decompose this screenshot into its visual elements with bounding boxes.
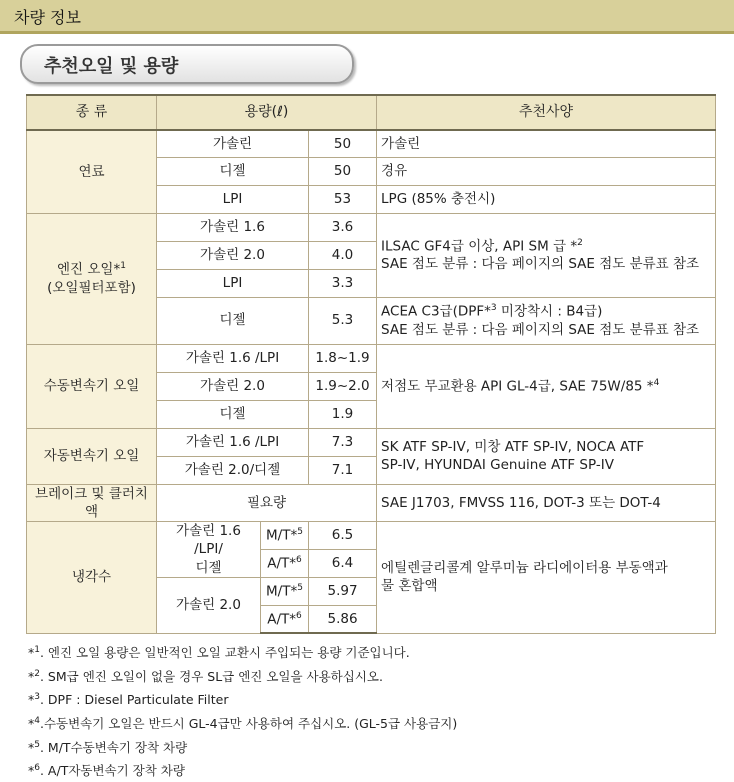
footnote-mark: * bbox=[28, 763, 35, 779]
manual-trans-label: 수동변속기 오일 bbox=[27, 344, 157, 428]
engine-type: 가솔린 1.6 /LPI bbox=[157, 344, 309, 372]
fuel-label: 연료 bbox=[27, 130, 157, 213]
capacity-value: 5.86 bbox=[309, 605, 377, 633]
capacity-value: 6.4 bbox=[309, 549, 377, 577]
auto-trans-spec bbox=[377, 428, 716, 484]
engine-type: LPI bbox=[157, 269, 309, 297]
capacity-value: 3.6 bbox=[309, 213, 377, 241]
spec-line: SP-IV, HYUNDAI Genuine ATF SP-IV bbox=[381, 457, 614, 473]
oil-capacity-table bbox=[26, 94, 716, 634]
footnote-number: 4 bbox=[34, 715, 40, 726]
table-row bbox=[27, 521, 716, 549]
spec-line: SAE 점도 분류 : 다음 페이지의 SAE 점도 분류표 참조 bbox=[381, 256, 700, 273]
header-spec: 추천사양 bbox=[377, 95, 716, 130]
spec-line: 물 혼합액 bbox=[381, 578, 438, 595]
table-row bbox=[27, 484, 716, 521]
header-kind: 종 류 bbox=[27, 95, 157, 130]
capacity-value: 1.8~1.9 bbox=[309, 344, 377, 372]
at-label: A/T* bbox=[267, 555, 297, 572]
engine-type: 가솔린 1.6 /LPI bbox=[157, 428, 309, 456]
mt-label: M/T* bbox=[266, 527, 298, 544]
section-header-bar bbox=[0, 0, 734, 34]
capacity-value: 6.5 bbox=[309, 521, 377, 549]
at-label: A/T* bbox=[267, 611, 297, 628]
table-row bbox=[27, 130, 716, 157]
engine-type: 가솔린 2.0 bbox=[157, 372, 309, 400]
capacity-value: 50 bbox=[309, 157, 377, 185]
spec-line: 미장착시 : B4급) bbox=[496, 303, 603, 320]
table-row bbox=[27, 344, 716, 372]
footnote bbox=[28, 664, 457, 688]
capacity-value: 1.9 bbox=[309, 400, 377, 428]
footnote-mark: 3 bbox=[490, 303, 497, 314]
spec-line: 저점도 무교환용 API GL-4급, SAE 75W/85 * bbox=[381, 378, 654, 395]
footnote-mark: 2 bbox=[577, 237, 583, 248]
engine-type: 디젤 bbox=[157, 297, 309, 344]
engine-oil-spec-gasoline bbox=[377, 213, 716, 297]
capacity-value: 53 bbox=[309, 185, 377, 213]
footnote-mark: 6 bbox=[296, 610, 302, 621]
engine-oil-label bbox=[27, 213, 157, 344]
footnote-mark: * bbox=[28, 668, 35, 684]
mt-label: M/T* bbox=[266, 583, 298, 600]
engine-type: 디젤 bbox=[157, 400, 309, 428]
at-cell bbox=[261, 605, 309, 633]
footnote bbox=[28, 758, 457, 782]
coolant-label: 냉각수 bbox=[27, 521, 157, 633]
table-header-row bbox=[27, 95, 716, 130]
engine-type: 가솔린 bbox=[157, 130, 309, 157]
spec-text: 가솔린 bbox=[377, 130, 716, 157]
page-title-pill bbox=[20, 44, 354, 84]
footnote-number: 2 bbox=[34, 668, 40, 679]
engine-type: LPI bbox=[157, 185, 309, 213]
mt-cell bbox=[261, 521, 309, 549]
table-row bbox=[27, 428, 716, 456]
footnote-mark: 4 bbox=[653, 377, 660, 388]
spec-line: ILSAC GF4급 이상, API SM 급 * bbox=[381, 238, 578, 255]
footnote-text: . M/T수동변속기 장착 차량 bbox=[39, 739, 188, 755]
spec-line: SAE 점도 분류 : 다음 페이지의 SAE 점도 분류표 참조 bbox=[381, 321, 700, 338]
brake-spec: SAE J1703, FMVSS 116, DOT-3 또는 DOT-4 bbox=[377, 484, 716, 521]
manual-trans-spec bbox=[377, 344, 716, 428]
footnote-mark: * bbox=[28, 739, 35, 755]
capacity-value: 7.3 bbox=[309, 428, 377, 456]
capacity-value: 5.3 bbox=[309, 297, 377, 344]
footnote-text: . 엔진 오일 용량은 일반적인 오일 교환시 주입되는 용량 기준입니다. bbox=[39, 645, 410, 661]
engine-type: 디젤 bbox=[195, 559, 222, 576]
engine-type: 가솔린 1.6 /LPI/ bbox=[176, 523, 241, 558]
brake-label: 브레이크 및 클러치 액 bbox=[27, 484, 157, 521]
footnote-text: . SM급 엔진 오일이 없을 경우 SL급 엔진 오일을 사용하십시오. bbox=[39, 668, 383, 684]
spec-line: SK ATF SP-IV, 미창 ATF SP-IV, NOCA ATF bbox=[381, 438, 645, 455]
section-title: 차량 정보 bbox=[14, 8, 81, 27]
footnote-mark: 6 bbox=[296, 555, 302, 566]
footnote-mark: * bbox=[28, 716, 35, 732]
spec-text: LPG (85% 충전시) bbox=[377, 185, 716, 213]
mt-cell bbox=[261, 577, 309, 605]
table-row bbox=[27, 213, 716, 241]
engine-oil-label-line2: (오일필터포함) bbox=[47, 279, 136, 296]
footnote bbox=[28, 711, 457, 735]
footnote bbox=[28, 640, 457, 664]
header-capacity: 용량(ℓ) bbox=[157, 95, 377, 130]
footnote-mark: 1 bbox=[120, 261, 126, 272]
footnote bbox=[28, 687, 457, 711]
engine-type: 가솔린 2.0/디젤 bbox=[157, 456, 309, 484]
auto-trans-label: 자동변속기 오일 bbox=[27, 428, 157, 484]
capacity-value: 1.9~2.0 bbox=[309, 372, 377, 400]
spec-text: 경유 bbox=[377, 157, 716, 185]
footnote-number: 3 bbox=[34, 692, 40, 703]
capacity-value: 3.3 bbox=[309, 269, 377, 297]
footnote-number: 1 bbox=[34, 645, 40, 655]
spec-line: 에틸렌글리콜계 알루미늄 라디에이터용 부동액과 bbox=[381, 560, 668, 577]
footnote-number: 5 bbox=[34, 739, 40, 750]
engine-type: 가솔린 1.6 bbox=[157, 213, 309, 241]
footnote-mark: * bbox=[28, 645, 35, 661]
engine-oil-spec-diesel bbox=[377, 297, 716, 344]
footnote-mark: 5 bbox=[297, 583, 303, 594]
capacity-value: 7.1 bbox=[309, 456, 377, 484]
engine-type: 디젤 bbox=[157, 157, 309, 185]
capacity-value: 5.97 bbox=[309, 577, 377, 605]
coolant-spec bbox=[377, 521, 716, 633]
brake-capacity: 필요량 bbox=[157, 484, 377, 521]
engine-type: 가솔린 2.0 bbox=[157, 241, 309, 269]
page-title: 추천오일 및 용량 bbox=[44, 56, 179, 77]
coolant-engine-group1 bbox=[157, 521, 261, 577]
footnote bbox=[28, 735, 457, 759]
footnote-number: 6 bbox=[34, 763, 40, 774]
footnote-text: . A/T자동변속기 장착 차량 bbox=[39, 763, 185, 779]
at-cell bbox=[261, 549, 309, 577]
spec-line: ACEA C3급(DPF* bbox=[381, 303, 491, 320]
footnote-text: . DPF : Diesel Particulate Filter bbox=[39, 692, 229, 708]
footnote-mark: * bbox=[28, 692, 35, 708]
engine-type: 가솔린 2.0 bbox=[157, 577, 261, 633]
footnotes bbox=[28, 640, 457, 782]
footnote-text: .수동변속기 오일은 반드시 GL-4급만 사용하여 주십시오. (GL-5급 사용금지) bbox=[39, 716, 458, 732]
engine-oil-label-line1: 엔진 오일* bbox=[57, 261, 121, 278]
capacity-value: 4.0 bbox=[309, 241, 377, 269]
capacity-value: 50 bbox=[309, 130, 377, 157]
footnote-mark: 5 bbox=[297, 527, 303, 538]
